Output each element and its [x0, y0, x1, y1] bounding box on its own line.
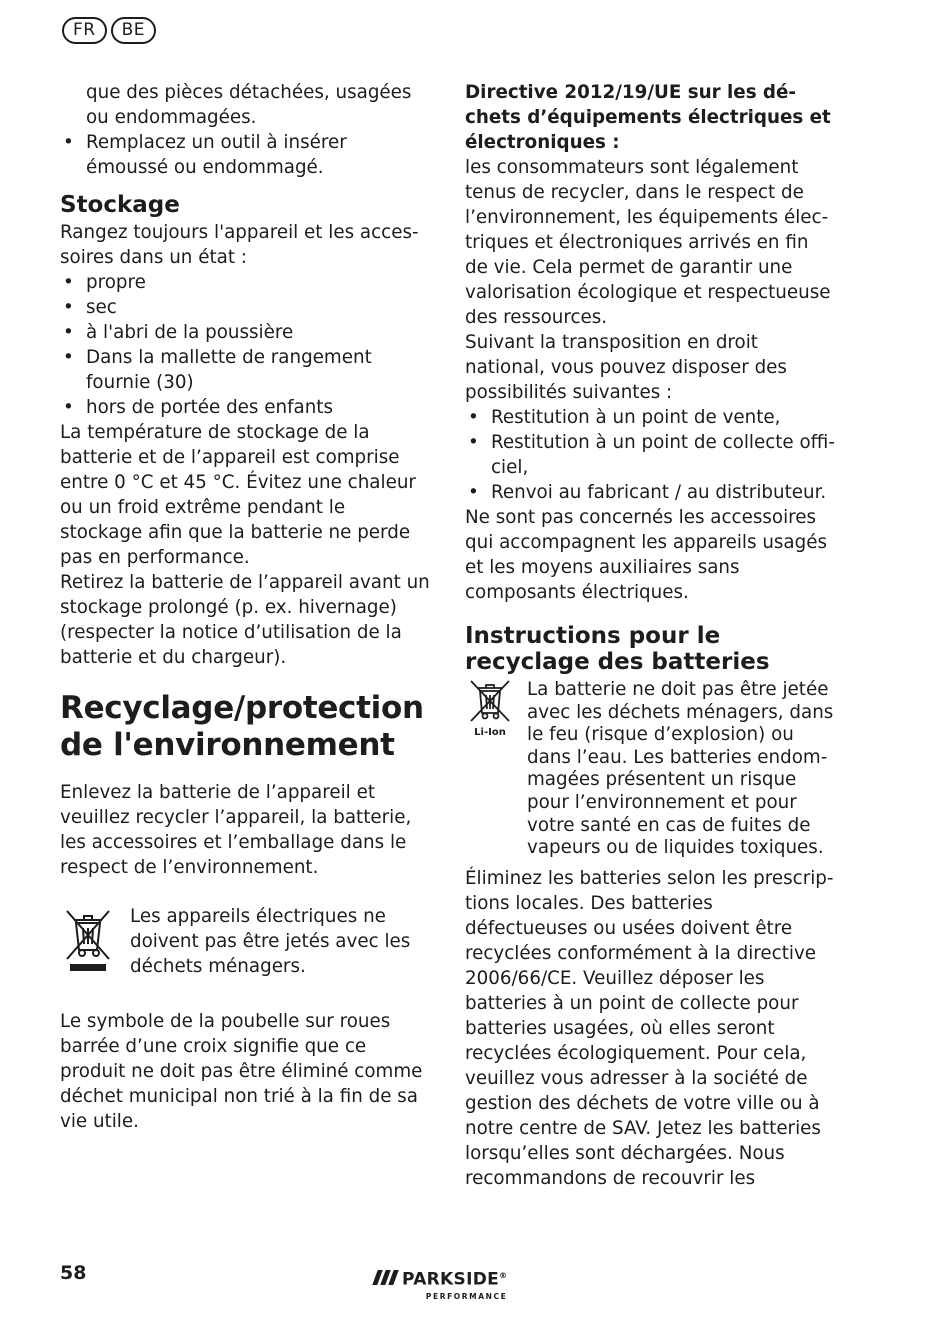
continued-bullet-text: que des pièces détachées, usagées ou endommagées.: [86, 82, 412, 128]
registered-mark: ®: [499, 1271, 508, 1280]
recycling-heading-line-2: de l'environnement: [60, 727, 395, 763]
weee-notice-text: Les appareils électriques ne doivent pas être jetés avec les déchets ménagers.: [130, 906, 411, 977]
left-column: [60, 80, 432, 1134]
logo-text: [402, 1267, 507, 1301]
crossed-out-bin-li-ion-icon: [465, 679, 515, 739]
list-item: • Restitution à un point de vente,: [465, 405, 837, 430]
logo-subline: PERFORMANCE: [425, 1291, 508, 1301]
list-item: • Remplacez un outil à insérer émoussé ou endommagé.: [60, 130, 432, 180]
language-badge-fr: FR: [62, 17, 107, 44]
stockage-list: [60, 270, 432, 420]
list-item: • Dans la mallette de rangement fournie (30): [60, 345, 432, 395]
directive-paragraph-1: les consommateurs sont légalement tenus de recycler, dans le respect de l’environnement, les équipements électriques et électroniques arrivés en fin de vie. Cela permet de garantir une valorisation écologique et respectueuse des ressources.: [465, 157, 831, 328]
recycling-intro-paragraph: Enlevez la batterie de l’appareil et veuillez recycler l’appareil, la batterie, les accessoires et l’emballage dans le respect de l’environnement.: [60, 782, 412, 878]
crossed-out-wheelie-bin-icon: [60, 904, 116, 974]
weee-notice: [60, 904, 432, 979]
battery-disposal-paragraph: Éliminez les batteries selon les prescriptions locales. Des batteries défectueuses ou usées doivent être recyclées conformément à la directive 2006/66/CE. Veuillez déposer les batteries à un point de collecte pour batteries usagées, où elles seront recyclées écologiquement. Pour cela, veuillez vous adresser à la société de gestion des déchets de votre ville ou à notre centre de SAV. Jetez les batteries lorsqu’elles sont déchargées. Nous recommandons de recouvrir les: [465, 867, 834, 1189]
list-item: • à l'abri de la poussière: [60, 320, 432, 345]
return-options-list: [465, 405, 837, 505]
page-number: 58: [60, 1262, 87, 1284]
directive-paragraph-2: Suivant la transposition en droit national, vous pouvez disposer des possibilités suivantes :: [465, 332, 787, 403]
recycling-heading-line-1: Recyclage/protection: [60, 690, 424, 726]
stockage-heading: Stockage: [60, 192, 180, 218]
directive-paragraph-3: Ne sont pas concernés les accessoires qui accompagnent les appareils usagés et les moyens auxiliaires sans composants électriques.: [465, 507, 828, 603]
language-badges: [62, 17, 156, 44]
stockage-intro: Rangez toujours l'appareil et les accessoires dans un état :: [60, 222, 419, 268]
battery-heading-line-2: recyclage des batteries: [465, 649, 770, 675]
battery-heading-line-1: Instructions pour le: [465, 623, 721, 649]
parkside-logo: [375, 1267, 507, 1301]
list-item: • Restitution à un point de collecte officiel,: [465, 430, 837, 480]
battery-recycling-heading: [465, 623, 837, 675]
wheelie-bin-explanation: Le symbole de la poubelle sur roues barrée d’une croix signifie que ce produit ne doit pas être éliminé comme déchet municipal non trié à la fin de sa vie utile.: [60, 1011, 423, 1132]
logo-name: PARKSIDE: [402, 1269, 500, 1290]
battery-disposal-notice: [465, 679, 837, 860]
list-item: • Renvoi au fabricant / au distributeur.: [465, 480, 837, 505]
language-badge-be: BE: [111, 17, 156, 44]
logo-stripes-icon: [375, 1270, 396, 1285]
stockage-removal-paragraph: Retirez la batterie de l’appareil avant un stockage prolongé (p. ex. hivernage) (respecter la notice d’utilisation de la batterie et du chargeur).: [60, 572, 430, 668]
list-item: • propre: [60, 270, 432, 295]
directive-heading: Directive 2012/19/UE sur les déchets d’équipements électriques et électroniques :: [465, 82, 831, 153]
recycling-heading: [60, 690, 432, 764]
li-ion-label: Li-Ion: [474, 727, 506, 738]
maintenance-list: [60, 130, 432, 180]
list-item: • sec: [60, 295, 432, 320]
right-column: [465, 80, 837, 1191]
stockage-temperature-paragraph: La température de stockage de la batterie et de l’appareil est comprise entre 0 °C et 45 °C. Évitez une chaleur ou un froid extrême pendant le stockage afin que la batterie ne perde pas en performance.: [60, 422, 416, 568]
list-item: • hors de portée des enfants: [60, 395, 432, 420]
logo-wordmark: [402, 1267, 507, 1289]
battery-disposal-text: La batterie ne doit pas être jetée avec les déchets ménagers, dans le feu (risque d’explosion) ou dans l’eau. Les batteries endommagées présentent un risque pour l’environnement et pour votre santé en cas de fuites de vapeurs ou de liquides toxiques.: [527, 679, 834, 859]
